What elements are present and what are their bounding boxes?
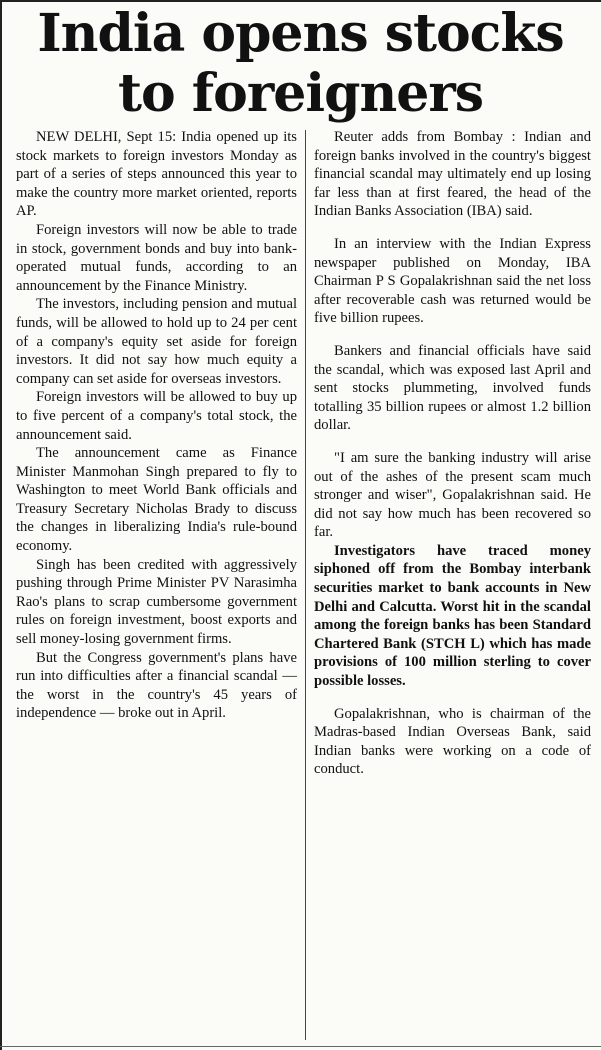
article-paragraph: Reuter adds from Bombay : Indian and foreign banks involved in the country's biggest financial scandal may ultimately end up losing far less than at first feared, the head of the Indian Banks Association (IBA) said. bbox=[314, 129, 591, 220]
headline: India opens stocks to foreigners bbox=[37, 3, 564, 124]
article-paragraph: But the Congress government's plans have run into difficulties after a financial scandal — the worst in the country's 45 years of independence — broke out in April. bbox=[16, 649, 297, 722]
article-paragraph: "I am sure the banking industry will arise out of the ashes of the present scam much stronger and wiser", Gopalakrishnan said. He did not say how much has been recovered so far. bbox=[314, 449, 591, 541]
article-paragraph: The investors, including pension and mutual funds, will be allowed to hold up to 24 per cent of a company's equity set aside for foreign investors. It did not say how much equity a company can set aside for overseas investors. bbox=[16, 296, 297, 387]
article-paragraph: Gopalakrishnan, who is chairman of the Madras-based Indian Overseas Bank, said Indian banks were working on a code of conduct. bbox=[314, 705, 591, 778]
article-paragraph: Foreign investors will now be able to trade in stock, government bonds and buy into bank-operated mutual funds, according to an announcement by the Finance Ministry. bbox=[16, 221, 297, 294]
article-paragraph: NEW DELHI, Sept 15: India opened up its stock markets to foreign investors Monday as part of a series of steps announced this year to make the country more market oriented, reports AP. bbox=[16, 129, 297, 220]
bottom-border bbox=[0, 1046, 601, 1047]
article-paragraph: Singh has been credited with aggressively pushing through Prime Minister PV Narasimha Rao's plans to scrap cumbersome government rules on foreign investment, boost exports and sell money-losing government firms. bbox=[16, 556, 297, 648]
left-border bbox=[0, 0, 2, 1050]
right-column bbox=[314, 128, 591, 779]
article-paragraph: In an interview with the Indian Express newspaper published on Monday, IBA Chairman P S Gopalakrishnan said the net loss after recoverable cash was returned would be five billion rupees. bbox=[314, 235, 591, 327]
column-divider bbox=[305, 130, 306, 1040]
article-paragraph: Investigators have traced money siphoned off from the Bombay interbank securities market to bank accounts in New Delhi and Calcutta. Worst hit in the scandal among the foreign banks has been Standard Chartered Bank (STCH L) which has made provisions of 100 million sterling to cover possible losses. bbox=[314, 542, 591, 690]
article-paragraph: Bankers and financial officials have said the scandal, which was exposed last April and sent stocks plummeting, involved funds totalling 35 billion rupees or almost 1.2 billion dollar. bbox=[314, 342, 591, 434]
left-column bbox=[16, 128, 297, 723]
article-paragraph: Foreign investors will be allowed to buy up to five percent of a company's total stock, the announcement said. bbox=[16, 389, 297, 443]
top-border bbox=[0, 0, 601, 2]
article-paragraph: The announcement came as Finance Minister Manmohan Singh prepared to fly to Washington to meet World Bank officials and Treasury Secretary Nicholas Brady to discuss the changes in liberalizing India's rule-bound economy. bbox=[16, 445, 297, 555]
